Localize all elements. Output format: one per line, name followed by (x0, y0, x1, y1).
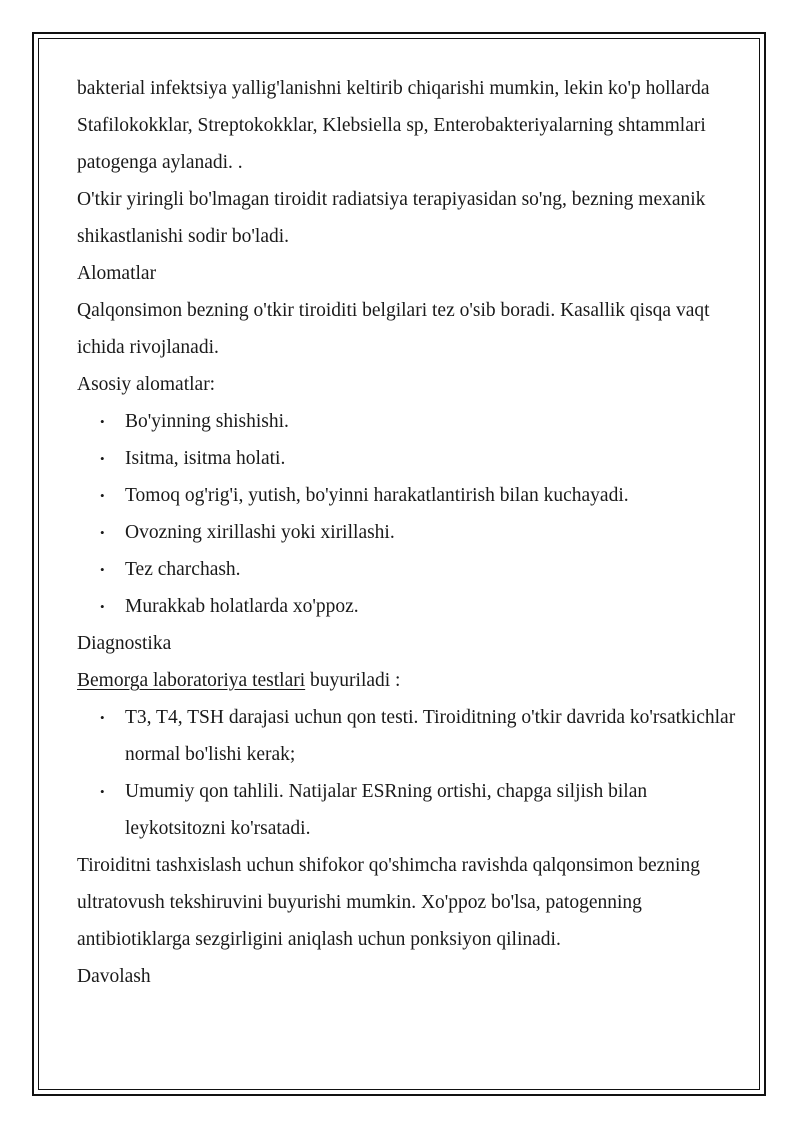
paragraph-diagnostics-closing: Tiroiditni tashxislash uchun shifokor qo'shimcha ravishda qalqonsimon bezning ultratovush tekshiruvini buyurishi mumkin. Xo'ppoz bo'lsa, patogenning antibiotiklarga sezgirligini aniqlash uchun ponksiyon qilinadi. (77, 855, 700, 950)
heading-symptoms: Alomatlar (77, 263, 157, 284)
bullet-icon: • (100, 710, 105, 725)
heading-treatment: Davolash (77, 966, 151, 987)
diagnostics-lead (77, 662, 737, 699)
paragraph-symptoms-intro: Qalqonsimon bezning o'tkir tiroiditi belgilari tez o'sib boradi. Kasallik qisqa vaqt ichida rivojlanadi. (77, 300, 710, 358)
diagnostics-list (77, 699, 737, 847)
bullet-icon: • (100, 451, 105, 466)
bullet-icon: • (100, 488, 105, 503)
bullet-icon: • (100, 599, 105, 614)
list-item (77, 477, 737, 514)
bullet-icon: • (100, 525, 105, 540)
list-item-text: Murakkab holatlarda xo'ppoz. (125, 596, 359, 617)
list-item (77, 403, 737, 440)
list-item-text: T3, T4, TSH darajasi uchun qon testi. Tiroiditning o'tkir davrida ko'rsatkichlar normal bo'lishi kerak; (125, 707, 736, 765)
list-item-text: Bo'yinning shishishi. (125, 411, 289, 432)
lab-tests-link[interactable]: Bemorga laboratoriya testlari (77, 670, 306, 691)
list-item (77, 514, 737, 551)
paragraph-nonpurulent-thyroiditis: O'tkir yiringli bo'lmagan tiroidit radiatsiya terapiyasidan so'ng, bezning mexanik shikastlanishi sodir bo'ladi. (77, 189, 706, 247)
list-item (77, 773, 737, 847)
list-item (77, 551, 737, 588)
diagnostics-lead-rest: buyuriladi : (305, 670, 401, 691)
list-item-text: Tez charchash. (125, 559, 241, 580)
bullet-icon: • (100, 784, 105, 799)
heading-diagnostics: Diagnostika (77, 633, 172, 654)
symptoms-list (77, 403, 737, 625)
list-item (77, 588, 737, 625)
symptoms-list-title: Asosiy alomatlar: (77, 374, 216, 395)
paragraph-bacterial-infection: bakterial infektsiya yallig'lanishni keltirib chiqarishi mumkin, lekin ko'p hollarda Stafilokokklar, Streptokokklar, Klebsiella sp, Enterobakteriyalarning shtammlari patogenga aylanadi. . (77, 78, 710, 173)
bullet-icon: • (100, 562, 105, 577)
list-item (77, 440, 737, 477)
list-item-text: Isitma, isitma holati. (125, 448, 286, 469)
list-item-text: Tomoq og'rig'i, yutish, bo'yinni harakatlantirish bilan kuchayadi. (125, 485, 629, 506)
list-item (77, 699, 737, 773)
document-body (77, 70, 737, 995)
bullet-icon: • (100, 414, 105, 429)
list-item-text: Umumiy qon tahlili. Natijalar ESRning ortishi, chapga siljish bilan leykotsitozni ko'rsatadi. (125, 781, 648, 839)
list-item-text: Ovozning xirillashi yoki xirillashi. (125, 522, 395, 543)
